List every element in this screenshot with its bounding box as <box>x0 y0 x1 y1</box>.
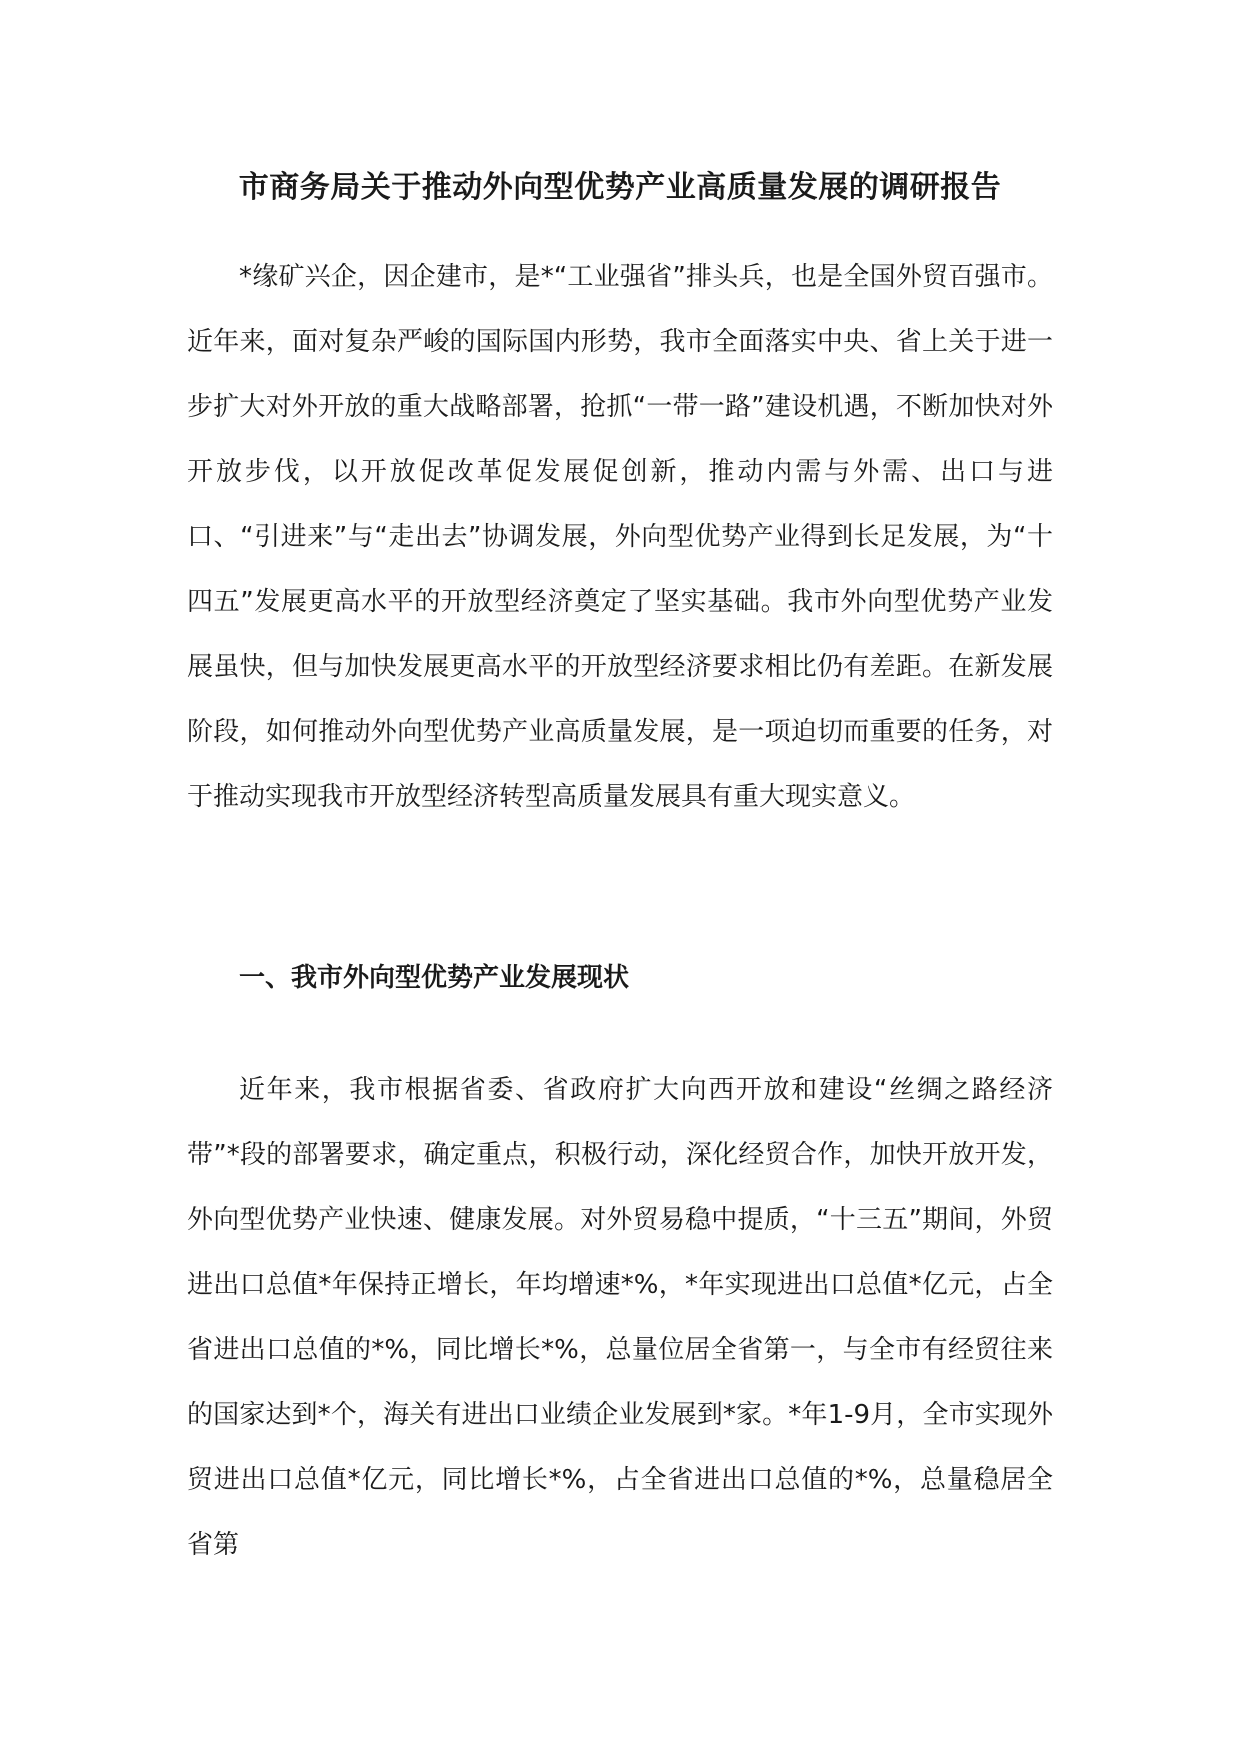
section-heading: 一、我市外向型优势产业发展现状 <box>239 963 630 993</box>
section-paragraph: 近年来，我市根据省委、省政府扩大向西开放和建设“丝绸之路经济带”*段的部署要求，确定重点，积极行动，深化经贸合作，加快开放开发，外向型优势产业快速、健康发展。对外贸易稳中提质，“十三五”期间，外贸进出口总值*年保持正增长，年均增速*%，*年实现进出口总值*亿元，占全省进出口总值的*%，同比增长*%，总量位居全省第一，与全市有经贸往来的国家达到*个，海关有进出口业绩企业发展到*家。*年1-9月，全市实现外贸进出口总值*亿元，同比增长*%，占全省进出口总值的*%，总量稳居全省第 <box>187 1075 1053 1560</box>
document-title: 市商务局关于推动外向型优势产业高质量发展的调研报告 <box>238 170 1002 205</box>
intro-paragraph: *缘矿兴企，因企建市，是*“工业强省”排头兵，也是全国外贸百强市。近年来，面对复杂严峻的国际国内形势，我市全面落实中央、省上关于进一步扩大对外开放的重大战略部署，抢抓“一带一路”建设机遇，不断加快对外开放步伐，以开放促改革促发展促创新，推动内需与外需、出口与进口、“引进来”与“走出去”协调发展，外向型优势产业得到长足发展，为“十四五”发展更高水平的开放型经济奠定了坚实基础。我市外向型优势产业发展虽快，但与加快发展更高水平的开放型经济要求相比仍有差距。在新发展阶段，如何推动外向型优势产业高质量发展，是一项迫切而重要的任务，对于推动实现我市开放型经济转型高质量发展具有重大现实意义。 <box>187 262 1053 812</box>
